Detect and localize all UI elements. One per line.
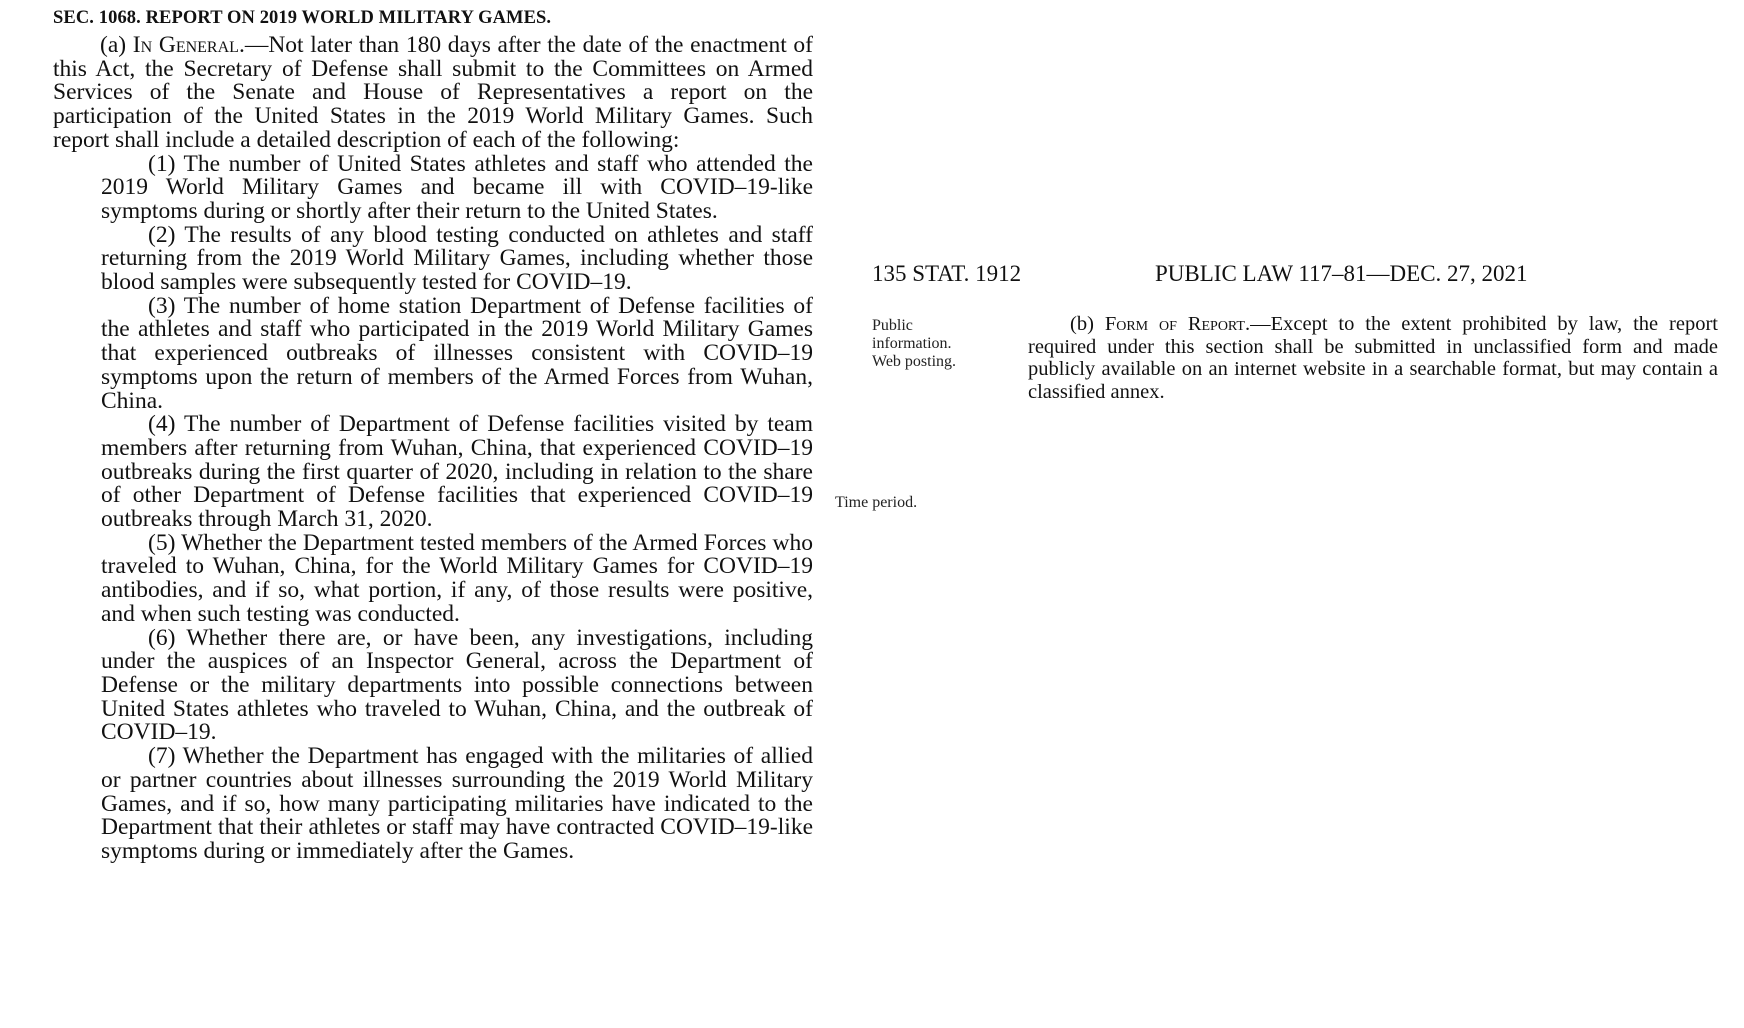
list-item-7: (7) Whether the Department has engaged with the militaries of allied or partner countries about illnesses surrounding the 2019 World Military Games, and if so, how many participating militaries have indicated to the Department that their athletes or staff may have contracted COVID–19-like symptoms during or immediately after the Games. <box>101 743 813 864</box>
margin-note-public-information <box>872 317 982 371</box>
subsection-a <box>53 34 813 153</box>
list-item-1: (1) The number of United States athletes and staff who attended the 2019 World Military Games and became ill with COVID–19-like symptoms during or shortly after their return to the United States. <box>101 150 813 224</box>
public-law-title: PUBLIC LAW 117–81—DEC. 27, 2021 <box>1155 261 1528 286</box>
list-item-2: (2) The results of any blood testing conducted on athletes and staff returning from the 2019 World Military Games, including whether those blood samples were subsequently tested for COVID–19. <box>101 221 813 296</box>
left-column <box>53 6 813 864</box>
list-item-6: (6) Whether there are, or have been, any investigations, including under the auspices of an Inspector General, across the Department of Defense or the military departments into possible connections between United States athletes who traveled to Wuhan, China, and the outbreak of COVID–19. <box>101 624 813 746</box>
margin-note-line: Web posting. <box>872 353 957 370</box>
stat-page-number: 135 STAT. 1912 <box>872 261 1022 286</box>
subsection-b-title: Form of Report <box>1104 313 1245 335</box>
subsection-b <box>1028 313 1718 403</box>
subsection-a-text: .—Not later than 180 days after the date of the enactment of this Act, the Secretary of Defense shall submit to the Committees on Armed Services of the Senate and House of Representatives a report on the participation of the United States in the 2019 World Military Games. Such report shall include a detailed description of each of the following: <box>53 32 814 153</box>
subsection-a-title: In General <box>132 32 239 58</box>
margin-note-line: Public <box>872 317 913 334</box>
list-item-4: (4) The number of Department of Defense facilities visited by team members after returning from Wuhan, China, that experienced COVID–19 outbreaks during the first quarter of 2020, including in relation to the share of other Department of Defense facilities that experienced COVID–19 outbreaks through March 31, 2020. <box>101 411 813 533</box>
list-item-5: (5) Whether the Department tested members of the Armed Forces who traveled to Wuhan, China, for the World Military Games for COVID–19 antibodies, and if so, what portion, if any, of those results were positive, and when such testing was conducted. <box>101 529 813 627</box>
subsection-b-text: .—Except to the extent prohibited by law, the report required under this section shall be submitted in unclassified form and made publicly available on an internet website in a searchable format, but may contain a classified annex. <box>1028 313 1718 403</box>
subsection-a-label: (a) <box>100 32 133 58</box>
section-heading: SEC. 1068. REPORT ON 2019 WORLD MILITARY GAMES. <box>53 8 552 28</box>
margin-note-time-period: Time period. <box>835 494 918 511</box>
list-item-3: (3) The number of home station Department of Defense facilities of the athletes and staff who participated in the 2019 World Military Games that experienced outbreaks of illnesses consistent with COVID–19 symptoms upon the return of members of the Armed Forces from Wuhan, China. <box>101 292 813 414</box>
margin-note-line: information. <box>872 335 952 352</box>
subsection-b-label: (b) <box>1070 313 1105 335</box>
